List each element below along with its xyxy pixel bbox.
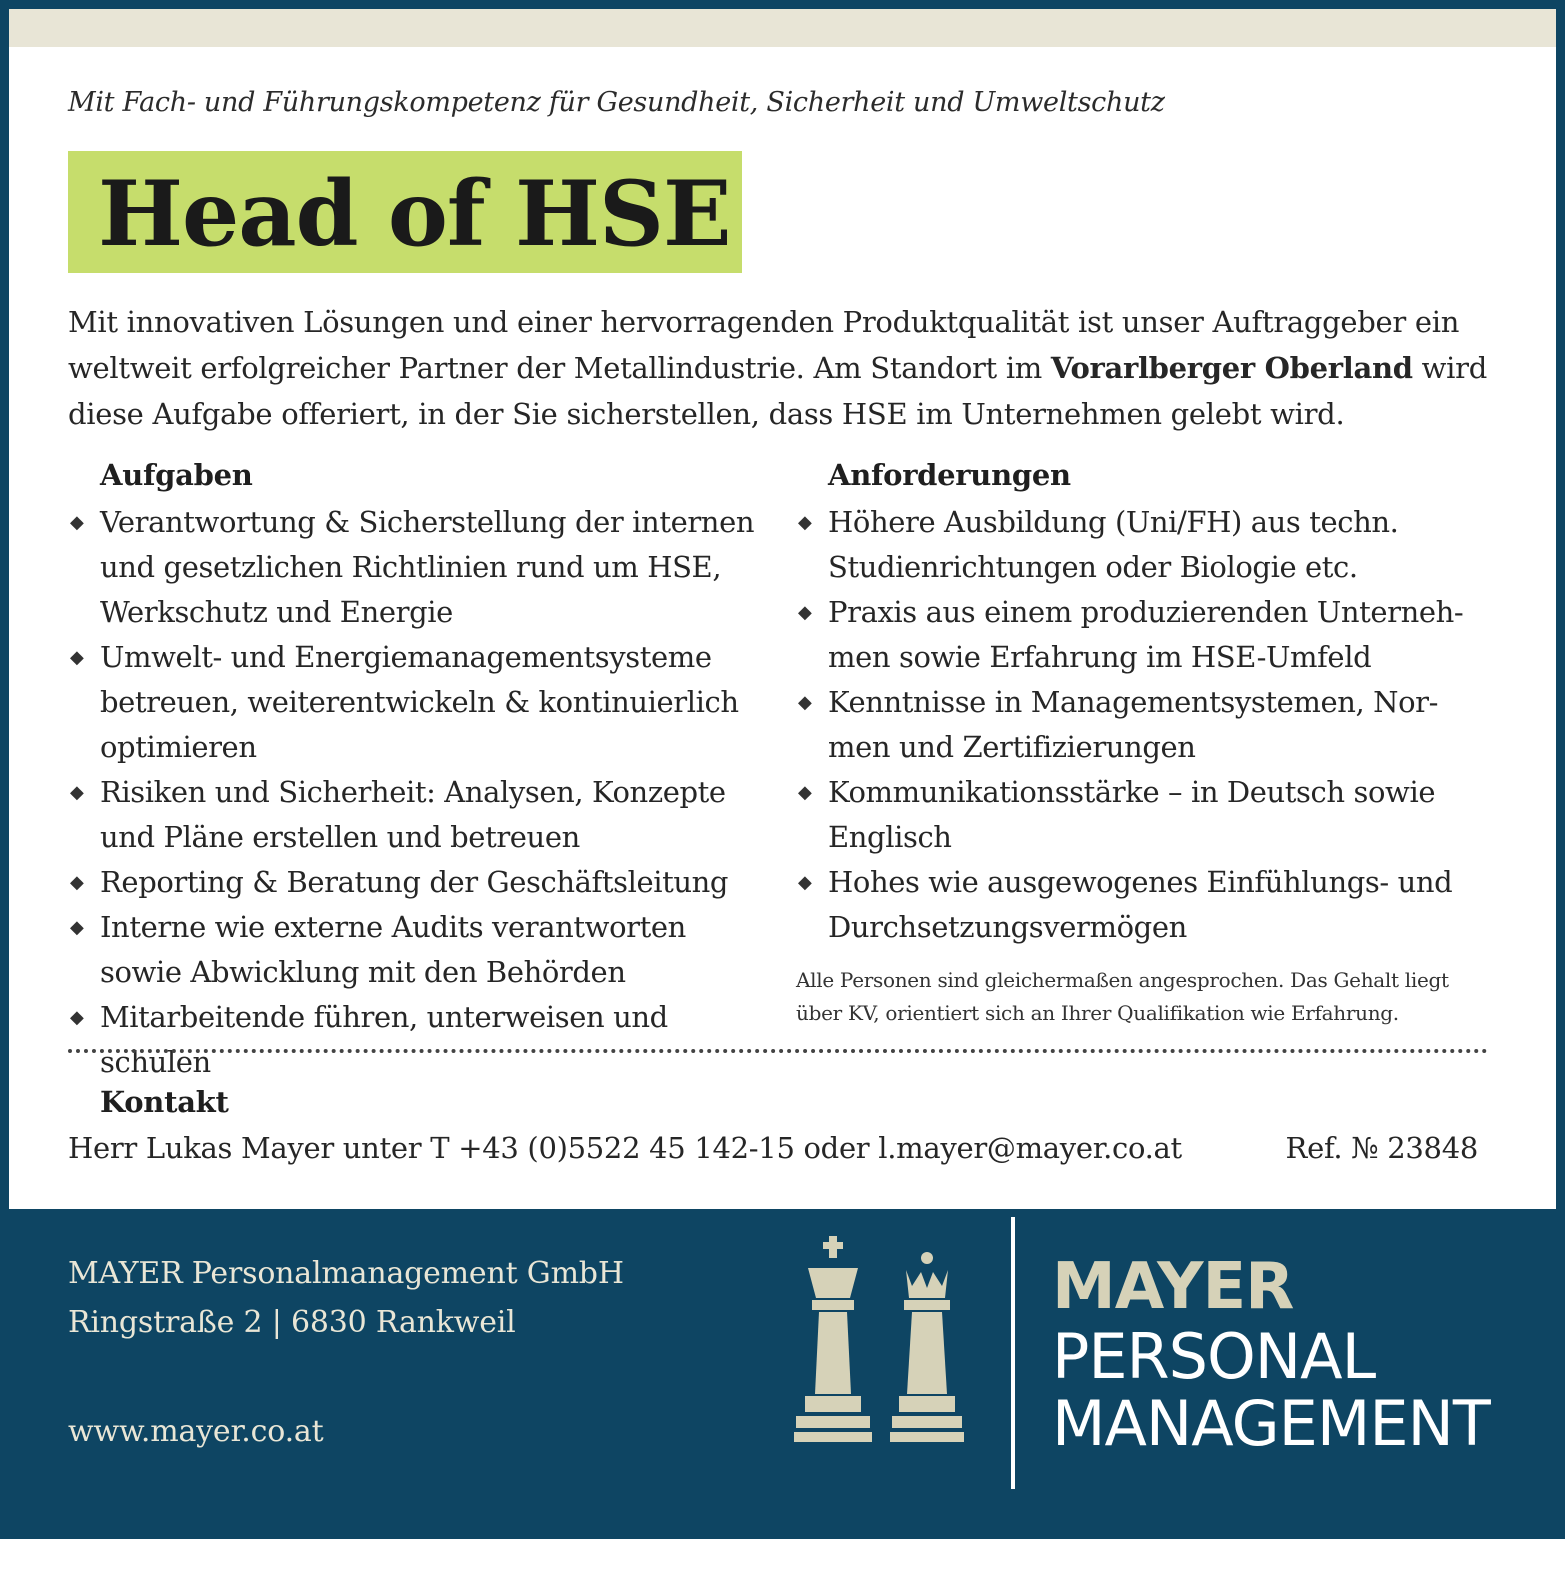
intro-text-2: wird diese Aufgabe offeriert, in der Sie sicherstellen, dass HSE im Unternehmen gelebt wird.: [68, 351, 1487, 431]
brand-line-2: PERSONAL: [1052, 1320, 1376, 1393]
anforderungen-heading: Anforderungen: [828, 458, 1071, 492]
bullet-diamond-icon: ◆: [70, 1007, 84, 1028]
bullet-diamond-icon: ◆: [798, 692, 812, 713]
bullet-diamond-icon: ◆: [70, 917, 84, 938]
intro-location: Vorarlberger Oberland: [1050, 351, 1413, 385]
top-band: [9, 9, 1556, 47]
title-highlight: [68, 151, 742, 273]
company-name: MAYER Personalmanagement GmbH: [68, 1256, 624, 1291]
aufgaben-list: [68, 500, 768, 1085]
bullet-diamond-icon: ◆: [70, 647, 84, 668]
list-item: ◆ Umwelt- und Energiemanagementsysteme betreuen, weiterentwickeln & kontinuierlich optimieren: [68, 635, 768, 770]
bullet-diamond-icon: ◆: [70, 512, 84, 533]
list-item: ◆ Verantwortung & Sicherstellung der internen und gesetzlichen Richtlinien rund um HSE, Werkschutz und Energie: [68, 500, 768, 635]
chess-queen-icon: [890, 1252, 964, 1442]
intro-paragraph: [68, 299, 1508, 437]
anforderungen-section: [796, 452, 1476, 950]
job-title: Head of HSE: [98, 161, 731, 267]
contact-heading: Kontakt: [100, 1085, 229, 1119]
chess-pieces-logo: [790, 1236, 980, 1446]
chess-king-icon: [794, 1236, 872, 1442]
dotted-divider: [68, 1049, 1488, 1053]
list-item: ◆ Kommunikationsstärke – in Deutsch sowie Englisch: [796, 770, 1476, 860]
reference-number: Ref. № 23848: [1285, 1131, 1478, 1165]
bullet-diamond-icon: ◆: [798, 602, 812, 623]
list-item: ◆ Hohes wie ausgewogenes Einfühlungs- und Durchsetzungsvermögen: [796, 860, 1476, 950]
list-item: ◆ Interne wie externe Audits verantworten sowie Abwicklung mit den Behörden: [68, 905, 768, 995]
tagline: Mit Fach- und Führungskompetenz für Gesundheit, Sicherheit und Umweltschutz: [68, 87, 1165, 118]
bullet-diamond-icon: ◆: [798, 512, 812, 533]
equal-opportunity-note: Alle Personen sind gleichermaßen angesprochen. Das Gehalt liegt über KV, orientiert sich an Ihrer Qualifikation wie Erfahrung.: [796, 968, 1449, 1025]
website-link[interactable]: www.mayer.co.at: [68, 1414, 324, 1449]
list-item: ◆ Risiken und Sicherheit: Analysen, Konzepte und Pläne erstellen und betreuen: [68, 770, 768, 860]
ad-content-panel: [9, 9, 1556, 1209]
bullet-diamond-icon: ◆: [798, 872, 812, 893]
brand-line-3: MANAGEMENT: [1052, 1387, 1490, 1460]
anforderungen-list: [796, 500, 1476, 950]
list-item: ◆ Reporting & Beratung der Geschäftsleitung: [68, 860, 768, 905]
logo-divider: [1011, 1217, 1015, 1489]
aufgaben-section: [68, 452, 768, 1085]
list-item: ◆ Höhere Ausbildung (Uni/FH) aus techn. Studienrichtungen oder Biologie etc.: [796, 500, 1476, 590]
list-item: ◆ Praxis aus einem produzierenden Unterneh-men sowie Erfahrung im HSE-Umfeld: [796, 590, 1476, 680]
brand-line-1: MAYER: [1052, 1250, 1294, 1324]
bullet-diamond-icon: ◆: [70, 782, 84, 803]
bullet-diamond-icon: ◆: [70, 872, 84, 893]
bullet-diamond-icon: ◆: [798, 782, 812, 803]
list-item: ◆ Kenntnisse in Managementsystemen, Nor-men und Zertifizierungen: [796, 680, 1476, 770]
intro-text-1: Mit innovativen Lösungen und einer hervorragenden Produktqualität ist unser Auftraggeber ein weltweit erfolgreicher Partner der Metallindustrie. Am Standort im: [68, 305, 1460, 385]
contact-details: Herr Lukas Mayer unter T +43 (0)5522 45 142-15 oder l.mayer@mayer.co.at: [68, 1131, 1182, 1165]
list-item: ◆ Mitarbeitende führen, unterweisen und schulen: [68, 995, 768, 1085]
company-address: Ringstraße 2 | 6830 Rankweil: [68, 1305, 516, 1340]
aufgaben-heading: Aufgaben: [100, 458, 253, 492]
